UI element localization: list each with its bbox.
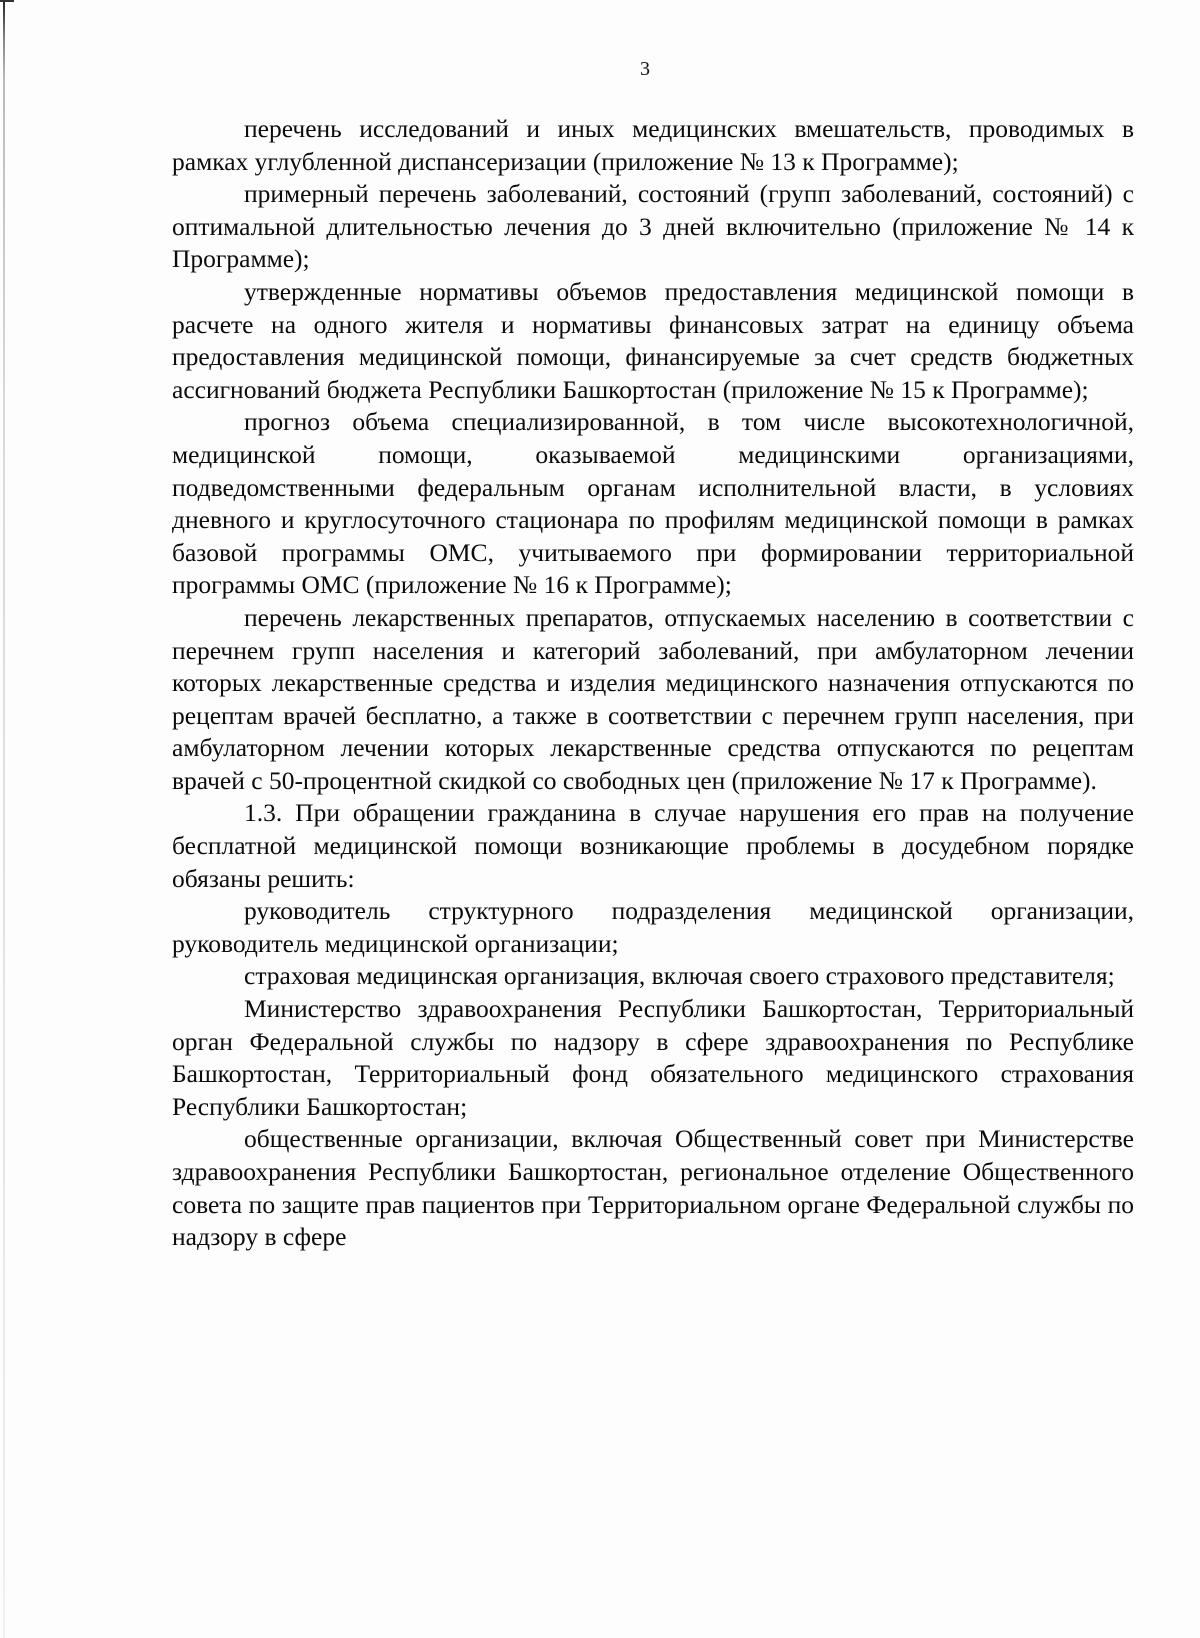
paragraph-ministry-and-agencies: Министерство здравоохранения Республики Башкортостан, Территориальный орган Федеральной службы по надзору в сфере здравоохранения по Республике Башкортостан, Территориальный фонд обязательного медицинского страхования Республики Башкортостан; <box>172 994 1134 1121</box>
paragraph-head-of-organization: руководитель структурного подразделения медицинской организации, руководитель медицинской организации; <box>172 896 1134 958</box>
paragraph-research-list: перечень исследований и иных медицинских вмешательств, проводимых в рамках углубленной диспансеризации (приложение № 13 к Программе); <box>172 114 1134 176</box>
page-number: 3 <box>640 58 650 80</box>
paragraph-medicines-list: перечень лекарственных препаратов, отпускаемых населению в соответствии с перечнем групп населения и категорий заболеваний, при амбулаторном лечении которых лекарственные средства и изделия медицинского назначения отпускаются по рецептам врачей бесплатно, а также в соответствии с перечнем групп населения, при амбулаторном лечении которых лекарственные средства отпускаются по рецептам врачей с 50-процентной скидкой со свободных цен (приложение № 17 к Программе). <box>172 602 1134 795</box>
scan-edge-left <box>3 0 5 1638</box>
paragraph-insurance-organization: страховая медицинская организация, включая своего страхового представителя; <box>244 961 1115 991</box>
paragraph-public-organizations: общественные организации, включая Общественный совет при Министерстве здравоохранения Республики Башкортостан, региональное отделение Общественного совета по защите прав пациентов при Территориальном органе Федеральной службы по надзору в сфере <box>172 1124 1134 1252</box>
paragraph-specialized-care-forecast: прогноз объема специализированной, в том числе высокотехнологичной, медицинской помощи, оказываемой медицинскими организациями, подведомственными федеральным органам исполнительной власти, в условиях дневного и круглосуточного стационара по профилям медицинской помощи в рамках базовой программы ОМС, учитываемого при формировании территориальной программы ОМС (приложение № 16 к Программе); <box>172 407 1134 600</box>
paragraph-volume-norms: утвержденные нормативы объемов предоставления медицинской помощи в расчете на одного жителя и нормативы финансовых затрат на единицу объема предоставления медицинской помощи, финансируемые за счет средств бюджетных ассигнований бюджета Республики Башкортостан (приложение № 15 к Программе); <box>172 276 1134 404</box>
paragraph-diseases-list: примерный перечень заболеваний, состояний (групп заболеваний, состояний) с оптимальной длительностью лечения до 3 дней включительно (приложение № 14 к Программе); <box>172 179 1134 274</box>
paragraph-section-1-3: 1.3. При обращении гражданина в случае нарушения его прав на получение бесплатной медицинской помощи возникающие проблемы в досудебном порядке обязаны решить: <box>172 798 1134 893</box>
scan-edge-top <box>0 0 14 2</box>
document-body <box>172 113 1134 1254</box>
